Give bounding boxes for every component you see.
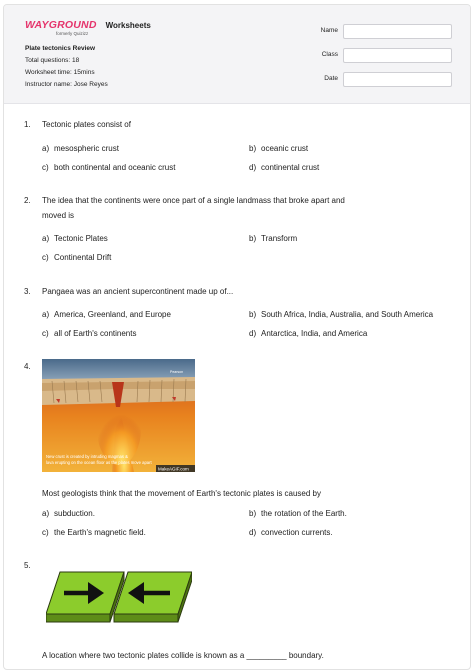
option-d[interactable]	[249, 329, 367, 338]
option-letter: a)	[42, 310, 50, 319]
option-letter: c)	[42, 329, 49, 338]
class-label: Class	[321, 51, 338, 58]
colliding-plates-image	[46, 568, 192, 628]
option-d[interactable]	[249, 163, 319, 172]
option-text: oceanic crust	[261, 144, 309, 153]
date-label: Date	[324, 75, 338, 82]
image-caption-line1: New crust is created by intruding magmas &	[46, 454, 128, 459]
option-a[interactable]	[42, 144, 119, 153]
option-letter: b)	[249, 234, 257, 243]
option-letter: a)	[42, 144, 50, 153]
option-text: the rotation of the Earth.	[261, 509, 347, 518]
question-text-line2: moved is	[42, 211, 75, 220]
option-d[interactable]	[249, 528, 333, 537]
option-text: Antarctica, India, and America	[261, 329, 368, 338]
app-title: Worksheets	[105, 21, 151, 30]
option-text: subduction.	[54, 509, 95, 518]
question-text: Pangaea was an ancient supercontinent made up of...	[42, 287, 234, 296]
instructor-name: Instructor name: Jose Reyes	[25, 81, 108, 88]
option-text: Tectonic Plates	[54, 234, 108, 243]
option-c[interactable]	[42, 528, 146, 537]
worksheet-time: Worksheet time: 15mins	[25, 69, 95, 76]
question-text-line1: The idea that the continents were once part of a single landmass that broke apart and	[42, 196, 345, 205]
option-a[interactable]	[42, 234, 108, 243]
option-letter: a)	[42, 234, 50, 243]
name-field[interactable]	[343, 24, 452, 39]
option-c[interactable]	[42, 253, 111, 262]
option-letter: c)	[42, 528, 49, 537]
option-text: mesospheric crust	[54, 144, 119, 153]
class-field[interactable]	[343, 48, 452, 63]
image-tag: Pearson	[170, 370, 184, 374]
worksheet-header	[4, 5, 470, 104]
name-label: Name	[320, 27, 338, 34]
option-c[interactable]	[42, 329, 136, 338]
option-text: continental crust	[261, 163, 320, 172]
option-text: both continental and oceanic crust	[54, 163, 176, 172]
image-watermark: MakeAGIF.com	[158, 466, 189, 472]
option-b[interactable]	[249, 234, 297, 243]
option-letter: c)	[42, 163, 49, 172]
question-text: A location where two tectonic plates collide is known as a _________ boundary.	[42, 651, 324, 660]
option-letter: b)	[249, 310, 257, 319]
image-caption-line2: lava erupting on the ocean floor as the plates move apart	[46, 460, 152, 465]
logo	[25, 19, 151, 36]
option-text: South Africa, India, Australia, and South America	[261, 310, 434, 319]
option-letter: b)	[249, 509, 257, 518]
worksheet-title: Plate tectonics Review	[25, 45, 96, 52]
option-a[interactable]	[42, 310, 171, 319]
total-questions: Total questions: 18	[25, 57, 80, 64]
seafloor-spreading-image	[42, 359, 195, 472]
option-text: the Earth's magnetic field.	[54, 528, 146, 537]
worksheet-page	[3, 4, 471, 670]
option-text: Continental Drift	[54, 253, 112, 262]
question-text: Tectonic plates consist of	[42, 120, 131, 129]
option-letter: c)	[42, 253, 49, 262]
option-text: all of Earth's continents	[54, 329, 137, 338]
option-b[interactable]	[249, 144, 308, 153]
option-text: Transform	[261, 234, 298, 243]
option-letter: d)	[249, 329, 257, 338]
brand-logo-subtitle: formerly Quizizz	[56, 31, 89, 36]
option-text: convection currents.	[261, 528, 333, 537]
brand-logo: WAYGROUND	[25, 19, 97, 31]
question-number: 4.	[24, 362, 31, 371]
option-a[interactable]	[42, 509, 95, 518]
option-c[interactable]	[42, 163, 175, 172]
option-letter: b)	[249, 144, 257, 153]
question-text: Most geologists think that the movement of Earth's tectonic plates is caused by	[42, 489, 322, 498]
question-number: 2.	[24, 196, 31, 205]
option-letter: d)	[249, 163, 257, 172]
option-b[interactable]	[249, 310, 433, 319]
option-b[interactable]	[249, 509, 347, 518]
question-number: 3.	[24, 287, 31, 296]
option-text: America, Greenland, and Europe	[54, 310, 171, 319]
question-number: 1.	[24, 120, 31, 129]
option-letter: a)	[42, 509, 50, 518]
option-letter: d)	[249, 528, 257, 537]
date-field[interactable]	[343, 72, 452, 87]
question-number: 5.	[24, 561, 31, 570]
